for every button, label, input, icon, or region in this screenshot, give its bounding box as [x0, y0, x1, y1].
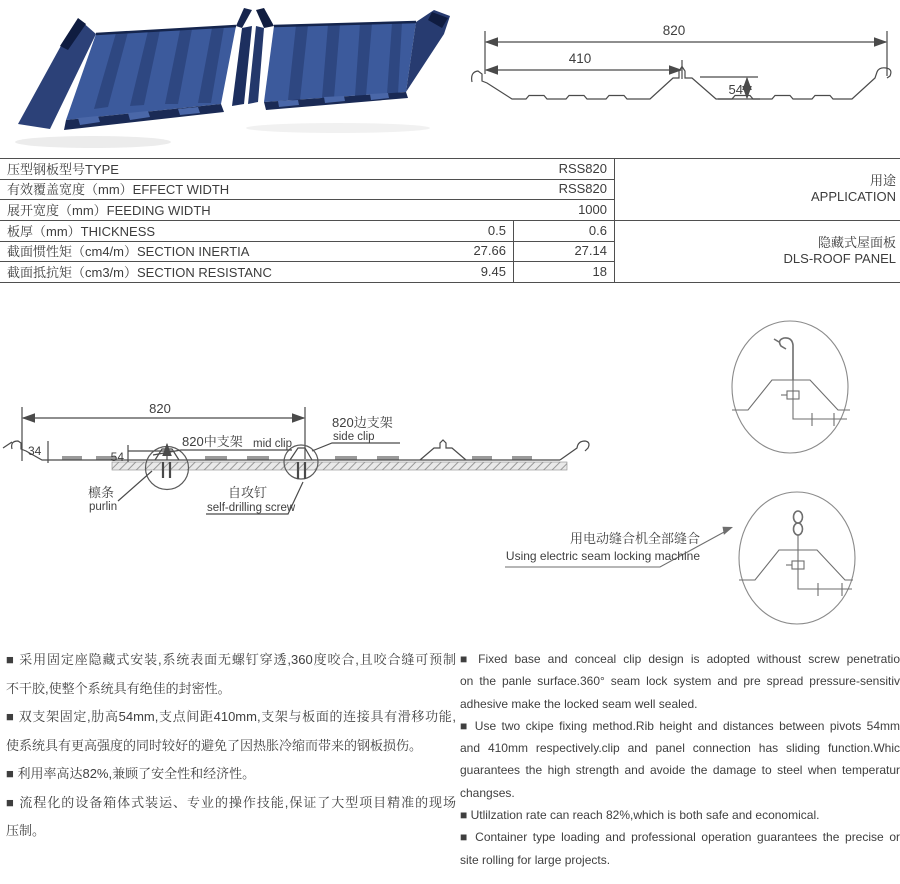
- mid-clip-label-zh: 820中支架: [182, 434, 243, 449]
- feature-line: 使系统具有更高强度的同时较好的避免了因热胀冷缩而带来的钢板损伤。: [6, 737, 423, 753]
- feature-line: 压制。: [6, 823, 46, 838]
- dim-820-label: 820: [662, 23, 686, 38]
- screw-label-zh: 自攻钉: [228, 485, 268, 500]
- table-row: [0, 261, 614, 282]
- detail-circle-closed-seam: [739, 492, 855, 624]
- feature-line: ■ Use two ckipe fixing method.Rib height and distances between pivots 54mm: [460, 718, 900, 733]
- spec-value: 0.5: [487, 222, 506, 238]
- dim-820-label: 820: [149, 401, 171, 416]
- spec-label: 有效覆盖宽度（mm）EFFECT WIDTH: [7, 182, 230, 198]
- mid-clip-label-en: mid clip: [253, 438, 292, 450]
- dim-34-label: 34: [28, 444, 42, 458]
- spec-value: 27.14: [574, 243, 607, 259]
- feature-line: ■ Container type loading and professional operation guarantees the precise or: [460, 830, 900, 845]
- product-photo: [8, 4, 458, 152]
- application-label-zh: 用途: [869, 173, 896, 188]
- feature-list-en: [460, 648, 900, 871]
- spec-value: 18: [592, 264, 607, 280]
- seam-detail-diagram: [460, 315, 900, 645]
- spec-value: RSS820: [558, 160, 607, 176]
- purlin-label-zh: 檩条: [88, 485, 115, 500]
- feature-line: and 410mm respectively.clip and panel connection has sliding function.Whic: [460, 741, 900, 756]
- feature-line: guarantees the high strength and avoide the damage to steel when temperatur: [460, 763, 900, 778]
- spec-label: 压型钢板型号TYPE: [7, 161, 119, 177]
- table-row: [0, 241, 614, 262]
- photo-shadow: [15, 136, 171, 148]
- table-row: [0, 158, 614, 179]
- detail-circle-open-seam: [732, 321, 850, 453]
- spec-value: 9.45: [480, 264, 506, 280]
- panel-type-label-zh: 隐藏式屋面板: [817, 235, 896, 250]
- feature-line: changses.: [460, 785, 515, 800]
- table-row: [0, 179, 614, 200]
- side-clip-label-zh: 820边支架: [332, 415, 393, 430]
- screw-label-en: self-drilling screw: [207, 502, 296, 514]
- dim-410-label: 410: [568, 51, 592, 66]
- panel-type-label-en: DLS-ROOF PANEL: [783, 251, 896, 266]
- table-row: [0, 199, 614, 220]
- leader-arrowhead: [723, 527, 734, 535]
- spec-value: 1000: [578, 202, 607, 218]
- feature-line: site rolling for large projects.: [460, 852, 611, 867]
- application-cell: [620, 158, 898, 220]
- spec-value: 27.66: [473, 243, 506, 259]
- spec-value: 0.6: [588, 222, 607, 238]
- spec-label: 展开宽度（mm）FEEDING WIDTH: [7, 203, 211, 219]
- feature-list-zh: [6, 646, 456, 846]
- spec-label: 板厚（mm）THICKNESS: [7, 223, 156, 239]
- seam-note-zh: 用电动缝合机全部缝合: [569, 531, 700, 546]
- panel-type-cell: [620, 220, 898, 282]
- feature-line: on the panle surface.360° seam lock system and pre spread pressure-sensitiv: [460, 674, 900, 689]
- spec-label: 截面抵抗矩（cm3/m）SECTION RESISTANC: [7, 265, 272, 281]
- spec-value: RSS820: [558, 181, 607, 197]
- profile-diagram: [460, 0, 900, 150]
- dim-54-label: 54: [728, 82, 743, 97]
- dim-54-label: 54: [110, 450, 124, 464]
- feature-line: adhesive make the locked seam well sealed.: [460, 696, 698, 711]
- feature-line: ■ 采用固定座隐藏式安装,系统表面无螺钉穿透,360度咬合,且咬合缝可预制: [6, 652, 456, 667]
- application-label-en: APPLICATION: [810, 189, 896, 204]
- seam-note-en: Using electric seam locking machine: [505, 549, 700, 563]
- feature-line: ■ 双支架固定,肋高54mm,支点间距410mm,支架与板面的连接具有滑移功能,: [6, 709, 456, 724]
- spec-label: 截面惯性矩（cm4/m）SECTION INERTIA: [7, 244, 250, 260]
- feature-line: ■ 流程化的设备箱体式装运、专业的操作技能,保证了大型项目精准的现场: [6, 794, 456, 810]
- feature-line: 不干胶,使整个系统具有绝佳的封密性。: [6, 680, 231, 696]
- side-clip-label-en: side clip: [333, 431, 375, 443]
- feature-line: ■ 利用率高达82%,兼顾了安全性和经济性。: [6, 766, 256, 781]
- table-row: [0, 220, 614, 241]
- feature-line: ■ Utlilzation rate can reach 82%,which is both safe and economical.: [460, 808, 820, 823]
- photo-shadow: [246, 123, 430, 133]
- feature-line: ■ Fixed base and conceal clip design is adopted withoust screw penetratio: [460, 652, 900, 666]
- purlin-label-en: purlin: [89, 501, 118, 513]
